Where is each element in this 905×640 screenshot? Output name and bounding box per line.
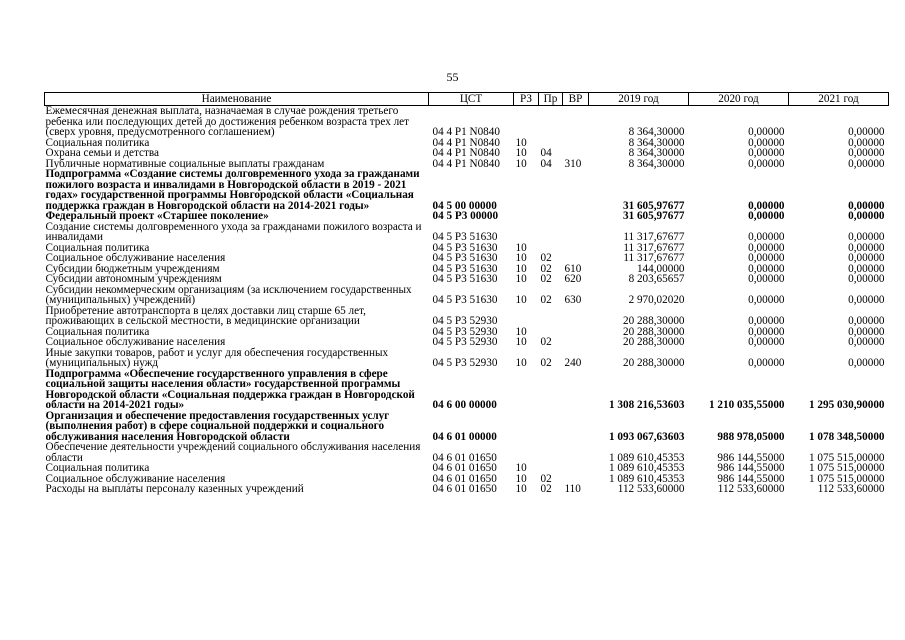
cell-2019: 1 089 610,45353 bbox=[608, 462, 685, 474]
table-row bbox=[45, 106, 889, 138]
cell-pr: 02 bbox=[540, 252, 552, 264]
cell-2019: 11 317,67677 bbox=[623, 252, 685, 264]
cell-2020: 986 144,55000 bbox=[717, 472, 785, 485]
table-row bbox=[45, 253, 889, 264]
cell-pr bbox=[539, 222, 563, 243]
header-2019: 2019 год bbox=[589, 93, 689, 106]
table-row bbox=[45, 484, 889, 495]
cell-vr bbox=[563, 148, 589, 159]
cell-name: Социальное обслуживание населения bbox=[45, 252, 226, 264]
header-2020: 2020 год bbox=[689, 93, 789, 106]
cell-2019: 31 605,97677 bbox=[622, 210, 685, 222]
cell-rz: 10 bbox=[515, 462, 527, 474]
cell-vr bbox=[563, 463, 589, 474]
cell-cst: 04 6 01 00000 bbox=[432, 430, 497, 443]
table-row bbox=[45, 337, 889, 348]
cell-2019: 11 317,67677 bbox=[623, 241, 685, 254]
cell-vr bbox=[563, 106, 589, 138]
cell-pr bbox=[539, 211, 563, 222]
cell-cst: 04 5 P3 51630 bbox=[432, 231, 498, 243]
budget-table bbox=[44, 92, 889, 495]
cell-rz: 10 bbox=[515, 241, 527, 254]
cell-vr: 240 bbox=[564, 357, 582, 369]
cell-rz: 10 bbox=[515, 252, 527, 264]
cell-cst: 04 5 P3 52930 bbox=[432, 336, 498, 348]
cell-2019: 8 364,30000 bbox=[628, 147, 685, 159]
table-row bbox=[45, 169, 889, 211]
cell-cst: 04 4 P1 N0840 bbox=[432, 157, 500, 170]
cell-rz bbox=[514, 169, 539, 211]
cell-cst: 04 6 01 01650 bbox=[432, 483, 497, 495]
table-row bbox=[45, 222, 889, 243]
cell-2020: 0,00000 bbox=[748, 199, 785, 212]
cell-cst: 04 6 01 01650 bbox=[432, 472, 497, 485]
cell-name: Субсидии некоммерческим организациям (за исключением государственных (муниципальных) учреждений) bbox=[45, 283, 412, 306]
cell-name: Охрана семьи и детства bbox=[45, 147, 159, 159]
cell-cst: 04 5 P3 51630 bbox=[432, 252, 498, 264]
cell-cst: 04 6 01 01650 bbox=[432, 451, 497, 464]
cell-pr: 02 bbox=[540, 336, 552, 348]
cell-2021: 1 295 030,90000 bbox=[808, 399, 885, 411]
cell-name: Подпрограмма «Обеспечение государственного управления в сфере социальной защиты населения области» государственной программы Новгородской области «Социальная поддержка граждан в Новгородской области на 2014-2021 годы» bbox=[45, 367, 415, 411]
cell-vr bbox=[563, 411, 589, 443]
cell-2021: 1 075 515,00000 bbox=[808, 462, 885, 474]
cell-2019: 31 605,97677 bbox=[622, 199, 685, 212]
header-rz: РЗ bbox=[514, 93, 539, 106]
cell-rz: 10 bbox=[515, 273, 527, 285]
cell-2019: 20 288,30000 bbox=[622, 357, 685, 369]
cell-cst: 04 5 P3 52930 bbox=[432, 315, 498, 327]
cell-rz: 10 bbox=[515, 136, 527, 149]
cell-2020: 0,00000 bbox=[748, 336, 785, 348]
cell-2020: 986 144,55000 bbox=[717, 462, 785, 474]
cell-vr: 620 bbox=[564, 273, 582, 285]
header-cst: ЦСТ bbox=[429, 93, 514, 106]
cell-2019: 2 970,02020 bbox=[628, 294, 685, 306]
cell-rz bbox=[514, 106, 539, 138]
cell-cst: 04 5 P3 52930 bbox=[432, 357, 498, 369]
cell-2021: 0,00000 bbox=[848, 199, 885, 212]
page-number: 55 bbox=[446, 70, 459, 84]
cell-cst: 04 6 00 00000 bbox=[432, 399, 497, 411]
header-2021: 2021 год bbox=[789, 93, 889, 106]
cell-vr bbox=[563, 369, 589, 411]
cell-rz bbox=[514, 306, 539, 327]
cell-vr: 630 bbox=[564, 294, 582, 306]
cell-cst: 04 5 P3 51630 bbox=[432, 294, 498, 306]
cell-pr bbox=[539, 411, 563, 443]
table-row bbox=[45, 411, 889, 443]
cell-2021: 0,00000 bbox=[848, 231, 885, 243]
cell-vr: 310 bbox=[564, 157, 582, 170]
cell-cst: 04 5 P3 51630 bbox=[432, 273, 498, 285]
table-row bbox=[45, 285, 889, 306]
cell-2019: 8 364,30000 bbox=[628, 136, 685, 149]
table-row bbox=[45, 306, 889, 327]
cell-2020: 0,00000 bbox=[748, 147, 785, 159]
cell-vr bbox=[563, 337, 589, 348]
cell-2021: 0,00000 bbox=[848, 357, 885, 369]
cell-pr: 02 bbox=[540, 273, 552, 285]
cell-cst: 04 5 P3 51630 bbox=[432, 241, 498, 254]
table-header-row bbox=[45, 93, 889, 106]
cell-2019: 20 288,30000 bbox=[622, 336, 685, 348]
table-body bbox=[45, 106, 889, 495]
cell-name: Ежемесячная денежная выплата, назначаемая в случае рождения третьего ребенка или последующих детей до достижения ребенком возраста трех лет (сверх уровня, предусмотренного соглашением) bbox=[45, 105, 410, 138]
header-vr: ВР bbox=[563, 93, 589, 106]
cell-rz bbox=[514, 222, 539, 243]
cell-cst: 04 5 P3 51630 bbox=[432, 262, 498, 275]
cell-2021: 112 533,60000 bbox=[817, 483, 885, 495]
cell-2019: 1 093 067,63603 bbox=[608, 430, 685, 443]
cell-pr: 02 bbox=[540, 483, 552, 495]
cell-cst: 04 4 P1 N0840 bbox=[432, 147, 500, 159]
cell-2019: 8 203,65657 bbox=[628, 273, 685, 285]
cell-name: Федеральный проект «Старшее поколение» bbox=[45, 210, 269, 222]
table-row bbox=[45, 348, 889, 369]
cell-rz bbox=[514, 411, 539, 443]
cell-2019: 112 533,60000 bbox=[617, 483, 685, 495]
cell-2019: 8 364,30000 bbox=[628, 126, 685, 138]
cell-vr bbox=[563, 442, 589, 463]
cell-pr bbox=[539, 169, 563, 211]
cell-2019: 1 089 610,45353 bbox=[608, 451, 685, 464]
cell-2020: 0,00000 bbox=[748, 294, 785, 306]
cell-pr bbox=[539, 369, 563, 411]
table-row bbox=[45, 274, 889, 285]
cell-name: Создание системы долговременного ухода за гражданами пожилого возраста и инвалидами bbox=[45, 220, 422, 243]
cell-pr: 02 bbox=[540, 357, 552, 369]
cell-pr bbox=[539, 442, 563, 463]
cell-2020: 0,00000 bbox=[748, 210, 785, 222]
cell-rz bbox=[514, 369, 539, 411]
cell-name: Социальная политика bbox=[45, 241, 150, 254]
table-row bbox=[45, 369, 889, 411]
cell-2020: 0,00000 bbox=[748, 325, 785, 338]
cell-name: Субсидии автономным учреждениям bbox=[45, 273, 222, 285]
table-row bbox=[45, 211, 889, 222]
cell-vr: 610 bbox=[564, 262, 582, 275]
cell-rz: 10 bbox=[515, 157, 527, 170]
cell-name: Публичные нормативные социальные выплаты гражданам bbox=[45, 157, 325, 170]
cell-2020: 0,00000 bbox=[748, 231, 785, 243]
cell-2021: 0,00000 bbox=[848, 336, 885, 348]
cell-2020: 986 144,55000 bbox=[717, 451, 785, 464]
cell-vr bbox=[563, 243, 589, 254]
cell-2021: 0,00000 bbox=[848, 241, 885, 254]
cell-2019: 20 288,30000 bbox=[622, 315, 685, 327]
cell-rz bbox=[514, 211, 539, 222]
cell-name: Подпрограмма «Создание системы долговременного ухода за гражданами пожилого возраста и инвалидами в Новгородской области в 2019 - 2021 годах» государственной программы Новгородской области «Социальная поддержка граждан в Новгородской области на 2014-2021 годы» bbox=[45, 168, 420, 212]
cell-2019: 144,00000 bbox=[636, 262, 685, 275]
cell-vr bbox=[563, 138, 589, 149]
cell-rz: 10 bbox=[515, 472, 527, 485]
cell-name: Обеспечение деятельности учреждений социального обслуживания населения области bbox=[45, 441, 421, 464]
cell-vr bbox=[563, 222, 589, 243]
cell-cst: 04 4 P1 N0840 bbox=[432, 136, 500, 149]
cell-vr bbox=[563, 169, 589, 211]
cell-2019: 8 364,30000 bbox=[628, 157, 685, 170]
cell-2019: 1 089 610,45353 bbox=[608, 472, 685, 485]
cell-2019: 1 308 216,53603 bbox=[608, 399, 685, 411]
cell-name: Приобретение автотранспорта в целях доставки лиц старше 65 лет, проживающих в сельской местности, в медицинские организации bbox=[45, 304, 366, 327]
cell-pr: 02 bbox=[540, 294, 552, 306]
cell-2021: 0,00000 bbox=[848, 252, 885, 264]
cell-pr: 02 bbox=[540, 262, 552, 275]
cell-rz: 10 bbox=[515, 483, 527, 495]
cell-name: Социальная политика bbox=[45, 325, 150, 338]
cell-2021: 0,00000 bbox=[848, 315, 885, 327]
cell-2020: 0,00000 bbox=[748, 315, 785, 327]
header-pr: Пр bbox=[539, 93, 563, 106]
cell-vr bbox=[563, 253, 589, 264]
cell-2019: 20 288,30000 bbox=[622, 325, 685, 338]
table-row bbox=[45, 148, 889, 159]
cell-2020: 0,00000 bbox=[748, 252, 785, 264]
cell-name: Субсидии бюджетным учреждениям bbox=[45, 262, 220, 275]
cell-pr bbox=[539, 463, 563, 474]
cell-2020: 1 210 035,55000 bbox=[708, 399, 785, 411]
header-name: Наименование bbox=[45, 93, 429, 106]
cell-rz: 10 bbox=[515, 336, 527, 348]
cell-2020: 988 978,05000 bbox=[717, 430, 785, 443]
cell-cst: 04 6 01 01650 bbox=[432, 462, 497, 474]
cell-2020: 0,00000 bbox=[748, 241, 785, 254]
cell-cst: 04 5 P3 00000 bbox=[432, 210, 499, 222]
cell-name: Расходы на выплаты персоналу казенных учреждений bbox=[45, 483, 304, 495]
cell-name: Социальное обслуживание населения bbox=[45, 336, 226, 348]
cell-2021: 1 078 348,50000 bbox=[808, 430, 885, 443]
cell-2021: 0,00000 bbox=[848, 273, 885, 285]
table-row bbox=[45, 463, 889, 474]
cell-pr: 04 bbox=[540, 147, 552, 159]
cell-rz bbox=[514, 442, 539, 463]
cell-name: Социальная политика bbox=[45, 136, 150, 149]
cell-2020: 0,00000 bbox=[748, 136, 785, 149]
cell-2021: 0,00000 bbox=[848, 147, 885, 159]
cell-vr bbox=[563, 306, 589, 327]
cell-rz: 10 bbox=[515, 325, 527, 338]
cell-pr bbox=[539, 306, 563, 327]
cell-2020: 0,00000 bbox=[748, 357, 785, 369]
cell-2021: 0,00000 bbox=[848, 126, 885, 138]
cell-rz: 10 bbox=[515, 357, 527, 369]
cell-2021: 0,00000 bbox=[848, 210, 885, 222]
cell-rz: 10 bbox=[515, 294, 527, 306]
cell-cst: 04 4 P1 N0840 bbox=[432, 126, 500, 138]
cell-vr bbox=[563, 211, 589, 222]
cell-2021: 0,00000 bbox=[848, 294, 885, 306]
cell-2019: 11 317,67677 bbox=[623, 231, 685, 243]
cell-vr: 110 bbox=[564, 483, 581, 495]
cell-cst: 04 5 P3 52930 bbox=[432, 325, 498, 338]
cell-pr bbox=[539, 106, 563, 138]
cell-2021: 0,00000 bbox=[848, 157, 885, 170]
cell-cst: 04 5 00 00000 bbox=[432, 199, 497, 212]
cell-pr: 04 bbox=[540, 157, 552, 170]
cell-pr: 02 bbox=[540, 472, 552, 485]
cell-2021: 1 075 515,00000 bbox=[808, 451, 885, 464]
cell-2020: 0,00000 bbox=[748, 157, 785, 170]
cell-rz: 10 bbox=[515, 262, 527, 275]
cell-name: Иные закупки товаров, работ и услуг для обеспечения государственных (муниципальных) нужд bbox=[45, 346, 389, 369]
cell-2021: 0,00000 bbox=[848, 136, 885, 149]
cell-name: Организация и обеспечение предоставления государственных услуг (выполнения работ) в сфере социальной поддержки и социального обслуживания населения Новгородской области bbox=[45, 409, 390, 443]
cell-2021: 0,00000 bbox=[848, 262, 885, 275]
cell-2020: 0,00000 bbox=[748, 262, 785, 275]
cell-2020: 0,00000 bbox=[748, 126, 785, 138]
table-row bbox=[45, 442, 889, 463]
cell-2020: 112 533,60000 bbox=[717, 483, 785, 495]
cell-name: Социальная политика bbox=[45, 462, 150, 474]
cell-2020: 0,00000 bbox=[748, 273, 785, 285]
cell-2021: 0,00000 bbox=[848, 325, 885, 338]
cell-rz: 10 bbox=[515, 147, 527, 159]
cell-2021: 1 075 515,00000 bbox=[808, 472, 885, 485]
cell-name: Социальное обслуживание населения bbox=[45, 472, 226, 485]
cell-vr bbox=[563, 327, 589, 338]
